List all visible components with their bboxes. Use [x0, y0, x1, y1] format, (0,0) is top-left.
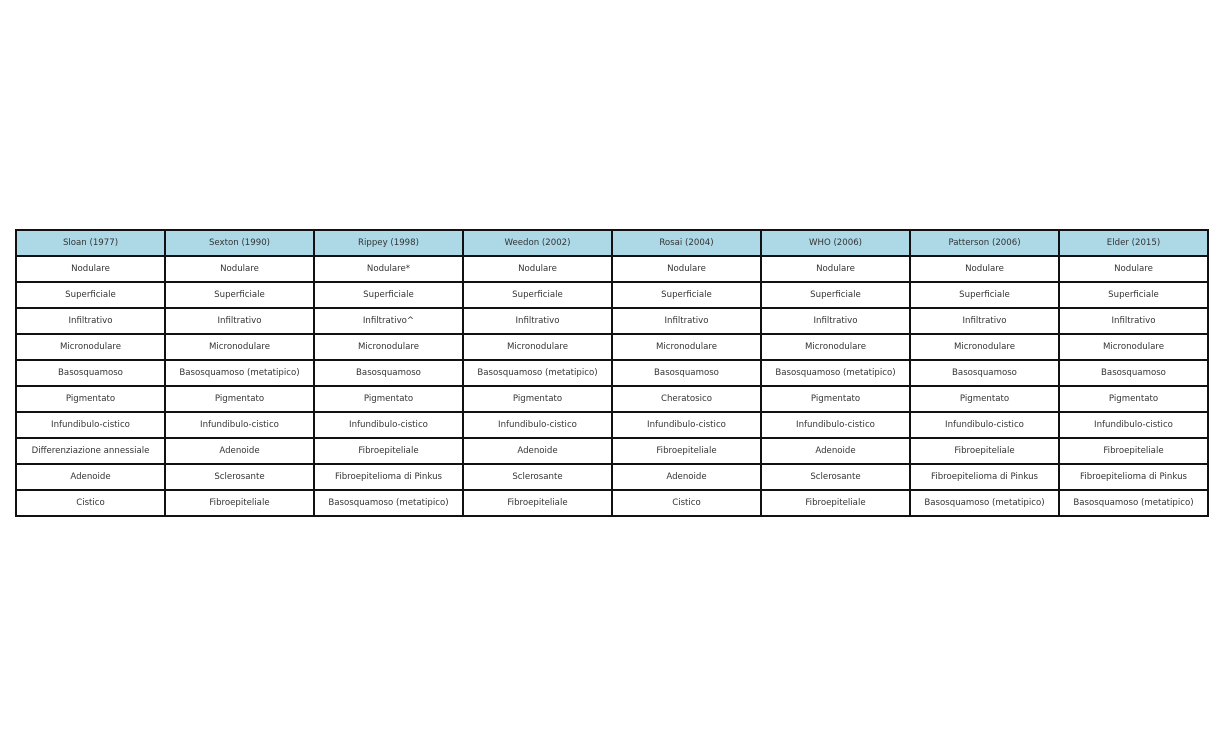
table-cell: Basosquamoso	[612, 360, 761, 386]
column-header: Rosai (2004)	[612, 230, 761, 256]
table-cell: Pigmentato	[761, 386, 910, 412]
table-cell: Fibroepitelioma di Pinkus	[314, 464, 463, 490]
table-cell: Infiltrativo	[612, 308, 761, 334]
table-cell: Infundibulo-cistico	[761, 412, 910, 438]
table-row	[16, 256, 1208, 282]
table-cell: Basosquamoso (metatipico)	[910, 490, 1059, 516]
table-cell: Micronodulare	[463, 334, 612, 360]
table-cell: Fibroepiteliale	[612, 438, 761, 464]
table-row	[16, 334, 1208, 360]
table-cell: Differenziazione annessiale	[16, 438, 165, 464]
table-cell: Adenoide	[165, 438, 314, 464]
table-cell: Superficiale	[16, 282, 165, 308]
table-cell: Infiltrativo^	[314, 308, 463, 334]
table-cell: Fibroepiteliale	[910, 438, 1059, 464]
table-cell: Pigmentato	[463, 386, 612, 412]
table-cell: Superficiale	[910, 282, 1059, 308]
column-header: Patterson (2006)	[910, 230, 1059, 256]
table-header-row	[16, 230, 1208, 256]
table-cell: Basosquamoso	[314, 360, 463, 386]
table-cell: Infundibulo-cistico	[16, 412, 165, 438]
table-cell: Basosquamoso	[16, 360, 165, 386]
table-cell: Superficiale	[165, 282, 314, 308]
table-cell: Fibroepiteliale	[1059, 438, 1208, 464]
table-row	[16, 308, 1208, 334]
table-cell: Sclerosante	[463, 464, 612, 490]
table-cell: Basosquamoso (metatipico)	[314, 490, 463, 516]
table-row	[16, 360, 1208, 386]
table-cell: Infundibulo-cistico	[1059, 412, 1208, 438]
classification-table-container	[15, 229, 1209, 517]
table-cell: Nodulare	[463, 256, 612, 282]
table-row	[16, 386, 1208, 412]
table-cell: Nodulare	[16, 256, 165, 282]
table-cell: Adenoide	[16, 464, 165, 490]
table-cell: Basosquamoso (metatipico)	[165, 360, 314, 386]
table-row	[16, 464, 1208, 490]
table-cell: Superficiale	[314, 282, 463, 308]
column-header: Elder (2015)	[1059, 230, 1208, 256]
table-cell: Fibroepiteliale	[165, 490, 314, 516]
table-cell: Nodulare	[612, 256, 761, 282]
table-cell: Pigmentato	[16, 386, 165, 412]
column-header: Sexton (1990)	[165, 230, 314, 256]
table-cell: Fibroepiteliale	[463, 490, 612, 516]
table-cell: Cistico	[16, 490, 165, 516]
table-row	[16, 490, 1208, 516]
table-cell: Sclerosante	[761, 464, 910, 490]
table-cell: Adenoide	[463, 438, 612, 464]
table-cell: Fibroepitelioma di Pinkus	[910, 464, 1059, 490]
table-cell: Micronodulare	[16, 334, 165, 360]
table-row	[16, 282, 1208, 308]
column-header: Rippey (1998)	[314, 230, 463, 256]
table-cell: Pigmentato	[314, 386, 463, 412]
table-cell: Nodulare	[1059, 256, 1208, 282]
table-cell: Infiltrativo	[165, 308, 314, 334]
table-cell: Pigmentato	[910, 386, 1059, 412]
table-cell: Adenoide	[761, 438, 910, 464]
table-cell: Nodulare	[761, 256, 910, 282]
table-cell: Micronodulare	[910, 334, 1059, 360]
table-cell: Infiltrativo	[16, 308, 165, 334]
table-cell: Superficiale	[1059, 282, 1208, 308]
classification-table	[15, 229, 1209, 517]
table-cell: Infundibulo-cistico	[165, 412, 314, 438]
table-cell: Micronodulare	[1059, 334, 1208, 360]
table-cell: Pigmentato	[165, 386, 314, 412]
table-cell: Infiltrativo	[1059, 308, 1208, 334]
table-cell: Pigmentato	[1059, 386, 1208, 412]
table-cell: Fibroepiteliale	[761, 490, 910, 516]
table-cell: Sclerosante	[165, 464, 314, 490]
table-cell: Basosquamoso	[1059, 360, 1208, 386]
table-cell: Nodulare*	[314, 256, 463, 282]
table-cell: Infundibulo-cistico	[612, 412, 761, 438]
table-cell: Infundibulo-cistico	[910, 412, 1059, 438]
table-row	[16, 412, 1208, 438]
table-cell: Superficiale	[463, 282, 612, 308]
table-cell: Infundibulo-cistico	[314, 412, 463, 438]
table-cell: Basosquamoso (metatipico)	[1059, 490, 1208, 516]
table-cell: Fibroepiteliale	[314, 438, 463, 464]
table-cell: Cistico	[612, 490, 761, 516]
table-cell: Micronodulare	[314, 334, 463, 360]
table-cell: Fibroepitelioma di Pinkus	[1059, 464, 1208, 490]
table-cell: Basosquamoso (metatipico)	[463, 360, 612, 386]
table-cell: Nodulare	[910, 256, 1059, 282]
column-header: Weedon (2002)	[463, 230, 612, 256]
table-cell: Infundibulo-cistico	[463, 412, 612, 438]
table-cell: Superficiale	[761, 282, 910, 308]
table-cell: Adenoide	[612, 464, 761, 490]
table-row	[16, 438, 1208, 464]
table-cell: Nodulare	[165, 256, 314, 282]
column-header: Sloan (1977)	[16, 230, 165, 256]
table-cell: Basosquamoso (metatipico)	[761, 360, 910, 386]
table-cell: Infiltrativo	[910, 308, 1059, 334]
table-cell: Superficiale	[612, 282, 761, 308]
table-cell: Micronodulare	[612, 334, 761, 360]
table-cell: Infiltrativo	[761, 308, 910, 334]
column-header: WHO (2006)	[761, 230, 910, 256]
table-cell: Basosquamoso	[910, 360, 1059, 386]
table-cell: Micronodulare	[761, 334, 910, 360]
table-cell: Cheratosico	[612, 386, 761, 412]
table-body	[16, 256, 1208, 516]
table-cell: Micronodulare	[165, 334, 314, 360]
table-cell: Infiltrativo	[463, 308, 612, 334]
